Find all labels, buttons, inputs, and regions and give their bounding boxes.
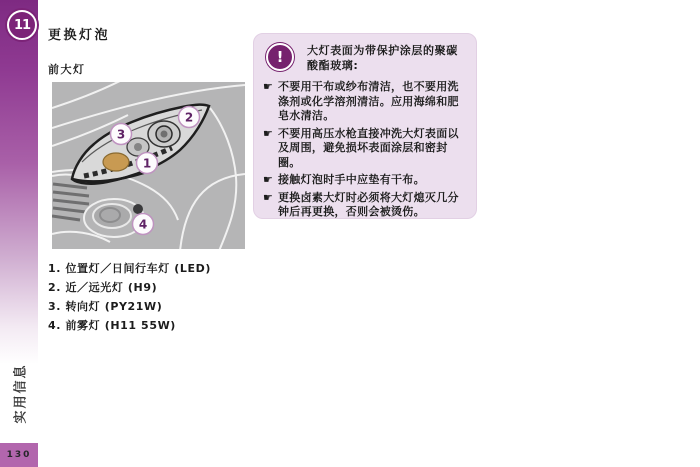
exclamation-icon: ! bbox=[266, 43, 294, 71]
chapter-sidebar bbox=[0, 0, 38, 467]
fog-bulb bbox=[133, 204, 143, 214]
svg-text:1: 1 bbox=[142, 156, 152, 171]
chapter-number: 11 bbox=[13, 17, 31, 33]
legend-item-3: 3. 转向灯 (PY21W) bbox=[48, 300, 163, 313]
callout-1 bbox=[137, 153, 158, 174]
info-bullet-2: ☛ 不要用高压水枪直接冲洗大灯表面以及周围，避免损坏表面涂层和密封圈。 bbox=[263, 126, 459, 169]
callout-4 bbox=[133, 214, 154, 235]
info-bullet-4: ☛ 更换卤素大灯时必须将大灯熄灭几分钟后再更换，否则会被烫伤。 bbox=[263, 190, 459, 218]
page-title: 更换灯泡 bbox=[48, 28, 111, 43]
headlight-illustration bbox=[52, 82, 245, 249]
pointing-hand-icon: ☛ bbox=[263, 173, 274, 186]
pointing-hand-icon: ☛ bbox=[263, 80, 274, 93]
legend-item-2: 2. 近／远光灯 (H9) bbox=[48, 281, 158, 294]
turn-signal-bulb bbox=[103, 153, 129, 171]
pointing-hand-icon: ☛ bbox=[263, 126, 274, 140]
callout-3 bbox=[111, 124, 132, 145]
callout-2 bbox=[179, 107, 200, 128]
bulb-legend-list bbox=[48, 259, 211, 335]
page-number-box bbox=[0, 443, 38, 467]
pointing-hand-icon: ☛ bbox=[263, 190, 274, 204]
info-bullet-3: ☛ 接触灯泡时手中应垫有干布。 bbox=[263, 173, 425, 186]
svg-text:3: 3 bbox=[116, 127, 126, 142]
headlight-diagram bbox=[52, 82, 245, 249]
legend-item-4: 4. 前雾灯 (H11 55W) bbox=[48, 319, 176, 332]
svg-text:2: 2 bbox=[184, 110, 194, 125]
chapter-number-badge bbox=[7, 10, 37, 40]
warning-infobox bbox=[253, 33, 477, 219]
chapter-vertical-label: 实用信息 bbox=[13, 362, 29, 424]
infobox-bullet-list bbox=[263, 80, 468, 220]
section-subtitle: 前大灯 bbox=[48, 63, 86, 76]
infobox-heading: 大灯表面为带保护涂层的聚碳酸酯玻璃: bbox=[307, 44, 458, 72]
infobox-header bbox=[263, 41, 468, 73]
page-number: 130 bbox=[6, 450, 32, 460]
legend-item-1: 1. 位置灯／日间行车灯 (LED) bbox=[48, 262, 211, 275]
info-bullet-1: ☛ 不要用干布或纱布清洁，也不要用洗涤剂或化学溶剂清洁。应用海绵和肥皂水清洁。 bbox=[263, 80, 459, 122]
svg-text:4: 4 bbox=[138, 217, 148, 232]
